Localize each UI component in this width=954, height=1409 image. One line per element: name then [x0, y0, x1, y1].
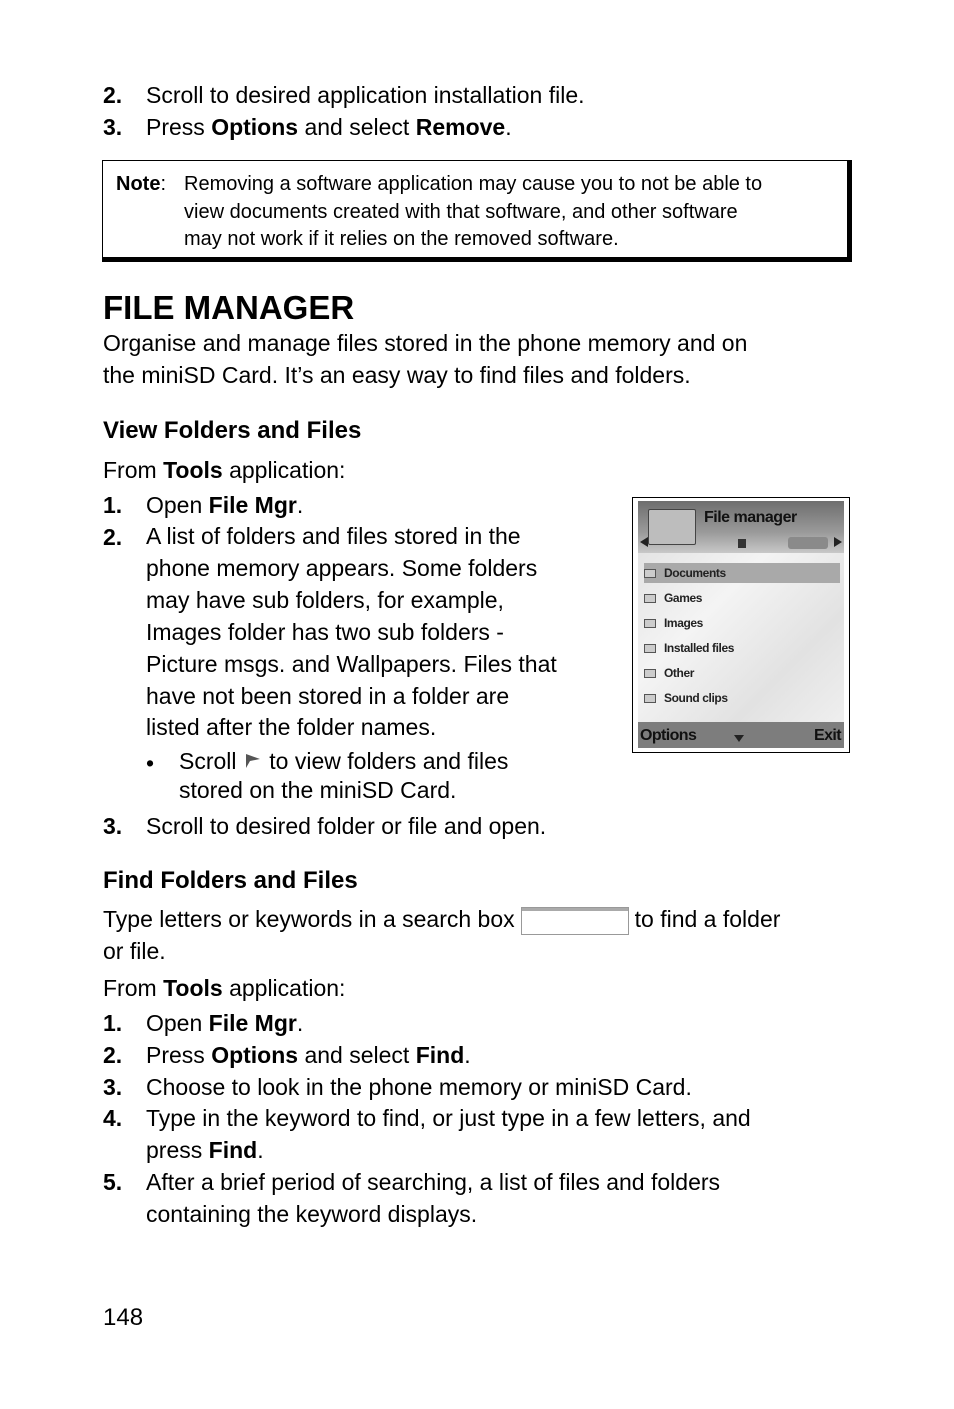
note-text: Removing a software application may cause you to not be able to view documents created with that software, and other software may not work if it relies on the removed software. — [184, 173, 763, 250]
file-manager-screenshot — [632, 497, 850, 753]
exit-softkey[interactable]: Exit — [814, 727, 841, 744]
step-text: Open File Mgr. — [146, 1010, 304, 1036]
memory-tab-icon — [738, 539, 746, 548]
card-tab-icon — [788, 537, 828, 549]
step-number: 2. — [103, 1042, 123, 1068]
find-intro-line2: or file. — [103, 938, 166, 964]
step-text: Open File Mgr. — [146, 492, 304, 518]
find-intro: Type letters or keywords in a search box to find a folder — [103, 903, 780, 935]
folder-icon — [644, 619, 656, 628]
step-text: Scroll to desired application installation file. — [146, 82, 585, 108]
search-box-icon — [521, 907, 629, 935]
subheading-find: Find Folders and Files — [103, 867, 358, 894]
from-tools: From Tools application: — [103, 975, 346, 1001]
step-text: Choose to look in the phone memory or miniSD Card. — [146, 1074, 692, 1100]
folder-icon — [644, 644, 656, 653]
list-item[interactable]: Installed files — [644, 638, 734, 658]
subheading-view: View Folders and Files — [103, 417, 362, 444]
folder-icon — [648, 509, 696, 545]
screen-header — [638, 501, 844, 553]
bullet-text: Scroll to view folders and files stored on the miniSD Card. — [179, 748, 509, 803]
from-tools: From Tools application: — [103, 457, 346, 483]
right-arrow-icon — [834, 537, 842, 547]
note-box — [102, 160, 852, 262]
step-text: A list of folders and files stored in the phone memory appears. Some folders may have sub folders, for example, Images folder has two sub folders - Picture msgs. and Wallpapers. Files that have not been stored in a folder are listed after the folder names. — [146, 523, 557, 741]
folder-icon — [644, 569, 656, 578]
step-text: After a brief period of searching, a list of files and folders containing the keyword displays. — [146, 1169, 721, 1227]
step-number: 3. — [103, 813, 123, 839]
folder-icon — [644, 669, 656, 678]
folder-icon — [644, 594, 656, 603]
step-text: Press Options and select Remove. — [146, 114, 512, 140]
step-number: 4. — [103, 1105, 123, 1131]
list-item[interactable]: Images — [644, 613, 703, 633]
screen-title: File manager — [704, 509, 797, 526]
softkey-bar — [638, 722, 844, 748]
step-number: 5. — [103, 1169, 123, 1195]
step-number: 2. — [103, 524, 123, 550]
list-item[interactable]: Sound clips — [644, 688, 728, 708]
folder-icon — [644, 694, 656, 703]
step-number: 3. — [103, 1074, 123, 1100]
options-softkey[interactable]: Options — [640, 727, 697, 744]
list-item[interactable]: Other — [644, 663, 694, 683]
step-text: Type in the keyword to find, or just type in a few letters, and press Find. — [146, 1105, 751, 1163]
step-number: 1. — [103, 1010, 123, 1036]
step-number: 3. — [103, 114, 123, 140]
note-label: Note: — [116, 173, 167, 195]
left-arrow-icon — [640, 537, 648, 547]
list-item[interactable]: Games — [644, 588, 702, 608]
phone-screen — [638, 501, 844, 748]
list-item[interactable]: Documents — [644, 563, 840, 583]
down-arrow-icon — [734, 735, 744, 742]
section-intro: Organise and manage files stored in the phone memory and on the miniSD Card. It’s an easy way to find files and folders. — [103, 330, 748, 388]
step-text: Press Options and select Find. — [146, 1042, 471, 1068]
section-title: FILE MANAGER — [103, 289, 355, 326]
step-number: 2. — [103, 82, 123, 108]
bullet-mark: • — [146, 750, 155, 776]
scroll-right-arrow-icon — [243, 752, 263, 770]
page-number: 148 — [103, 1304, 144, 1331]
step-number: 1. — [103, 492, 123, 518]
step-text: Scroll to desired folder or file and open. — [146, 813, 547, 839]
